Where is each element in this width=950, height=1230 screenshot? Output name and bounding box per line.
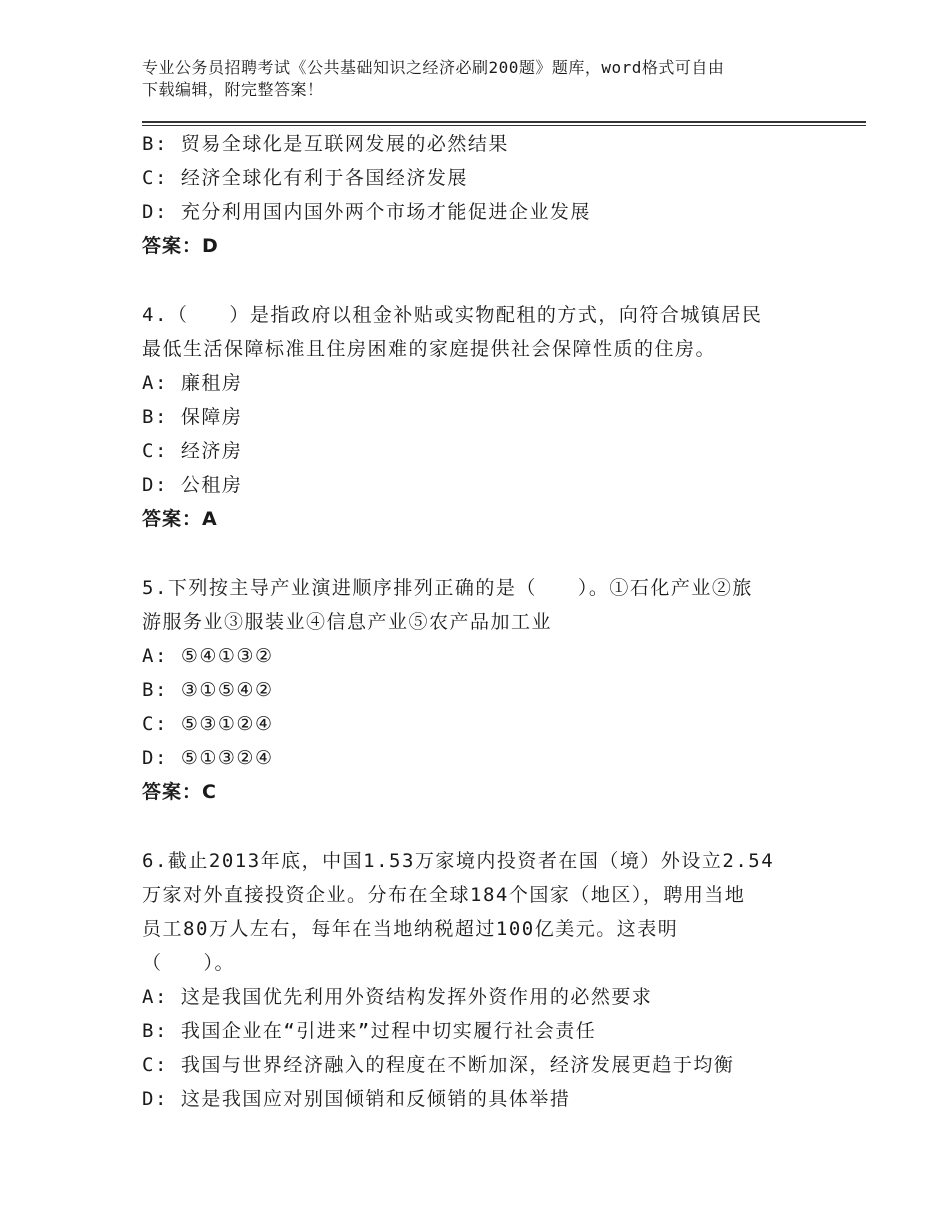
header-rule-thick bbox=[142, 121, 866, 123]
option-b: B: 贸易全球化是互联网发展的必然结果 bbox=[142, 133, 509, 155]
option-a: A: 这是我国优先利用外资结构发挥外资作用的必然要求 bbox=[142, 986, 653, 1008]
question-stem-line: 员工80万人左右，每年在当地纳税超过100亿美元。这表明 bbox=[142, 918, 679, 940]
question-stem-line: 5.下列按主导产业演进顺序排列正确的是（ ）。①石化产业②旅 bbox=[142, 577, 753, 599]
option-d: D: 公租房 bbox=[142, 474, 243, 496]
option-c: C: 经济房 bbox=[142, 440, 243, 462]
option-a: A: 廉租房 bbox=[142, 372, 243, 394]
answer: 答案：A bbox=[142, 508, 218, 530]
option-d: D: ⑤①③②④ bbox=[142, 747, 274, 769]
option-a: A: ⑤④①③② bbox=[142, 645, 274, 667]
option-b: B: 保障房 bbox=[142, 406, 243, 428]
option-b: B: ③①⑤④② bbox=[142, 679, 274, 701]
question-list bbox=[142, 127, 822, 1116]
header-rule-thin bbox=[142, 125, 866, 126]
option-b: B: 我国企业在“引进来”过程中切实履行社会责任 bbox=[142, 1020, 597, 1042]
spacer bbox=[142, 536, 822, 571]
document-header bbox=[142, 57, 802, 101]
question-stem-line: 6.截止2013年底，中国1.53万家境内投资者在国（境）外设立2.54 bbox=[142, 850, 775, 872]
answer: 答案：D bbox=[142, 235, 219, 257]
header-line-2: 下载编辑，附完整答案！ bbox=[142, 80, 324, 99]
option-c: C: 经济全球化有利于各国经济发展 bbox=[142, 167, 468, 189]
question-5 bbox=[142, 571, 822, 809]
spacer bbox=[142, 263, 822, 298]
option-c: C: 我国与世界经济融入的程度在不断加深，经济发展更趋于均衡 bbox=[142, 1054, 735, 1076]
answer: 答案：C bbox=[142, 781, 217, 803]
option-d: D: 这是我国应对别国倾销和反倾销的具体举措 bbox=[142, 1088, 571, 1110]
question-4 bbox=[142, 298, 822, 536]
option-d: D: 充分利用国内国外两个市场才能促进企业发展 bbox=[142, 201, 591, 223]
question-6 bbox=[142, 844, 822, 1116]
header-line-1: 专业公务员招聘考试《公共基础知识之经济必刷200题》题库，word格式可自由 bbox=[142, 58, 725, 77]
question-stem-line: 游服务业③服装业④信息产业⑤农产品加工业 bbox=[142, 611, 553, 633]
question-3 bbox=[142, 127, 822, 263]
option-c: C: ⑤③①②④ bbox=[142, 713, 274, 735]
spacer bbox=[142, 809, 822, 844]
question-stem-line: 最低生活保障标准且住房困难的家庭提供社会保障性质的住房。 bbox=[142, 338, 717, 360]
question-stem-line: 万家对外直接投资企业。分布在全球184个国家（地区），聘用当地 bbox=[142, 884, 746, 906]
question-stem-line: （ ）。 bbox=[142, 952, 236, 974]
question-stem-line: 4.（ ）是指政府以租金补贴或实物配租的方式，向符合城镇居民 bbox=[142, 304, 763, 326]
